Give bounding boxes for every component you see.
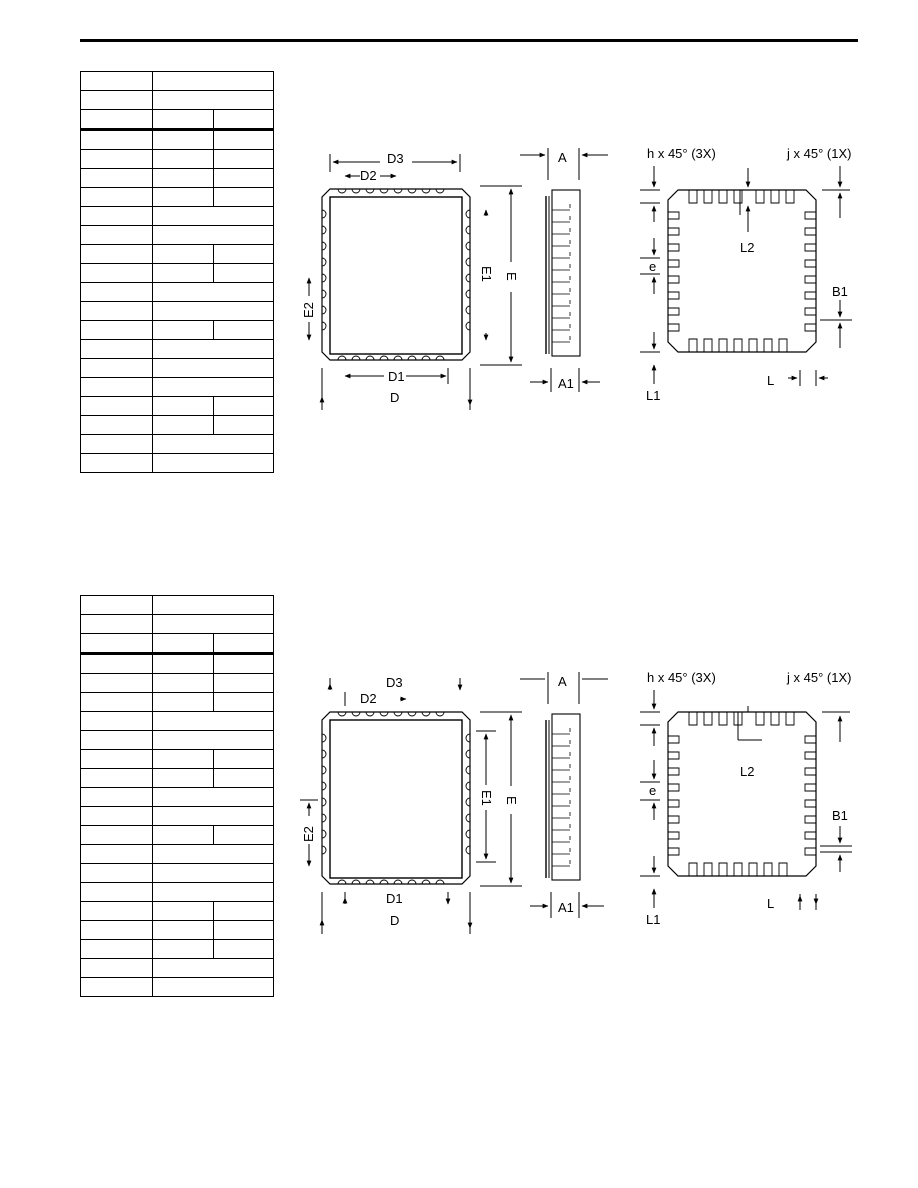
label-e: E [504,796,519,805]
dimension-table-1 [80,71,274,473]
label-d1: D1 [386,891,403,906]
label-e-pitch: e [649,259,657,274]
label-d3: D3 [387,151,404,166]
label-d3: D3 [386,675,403,690]
dimension-table-2 [80,595,274,997]
label-j-chamfer: j x 45° (1X) [787,670,852,685]
top-view [300,678,522,934]
label-h-chamfer: h x 45° (3X) [647,146,716,161]
label-d2: D2 [360,168,377,183]
label-d: D [390,913,400,928]
label-l2: L2 [740,764,755,779]
label-l1: L1 [646,388,661,403]
label-l1: L1 [646,912,661,927]
label-l2: L2 [740,240,755,255]
label-e1: E1 [479,790,494,806]
label-l: L [767,373,775,388]
footprint-view [640,690,852,910]
label-a1: A1 [558,376,574,391]
header-rule [80,39,858,42]
side-view [520,672,608,918]
label-e: E [504,272,519,281]
label-a: A [558,674,567,689]
label-h-chamfer: h x 45° (3X) [647,670,716,685]
label-b1: B1 [832,808,848,823]
label-b1: B1 [832,284,848,299]
label-d2: D2 [360,691,377,706]
label-d1: D1 [388,369,405,384]
label-a: A [558,150,567,165]
label-d: D [390,390,400,405]
top-view [309,154,522,410]
label-j-chamfer: j x 45° (1X) [787,146,852,161]
label-a1: A1 [558,900,574,915]
label-e-pitch: e [649,783,657,798]
label-l: L [767,896,775,911]
label-e2: E2 [301,302,316,318]
label-e1: E1 [479,266,494,282]
footprint-view [640,166,852,386]
side-view [520,148,608,392]
package-drawing-2 [290,664,870,944]
label-e2: E2 [301,826,316,842]
package-drawing-1 [290,140,870,420]
